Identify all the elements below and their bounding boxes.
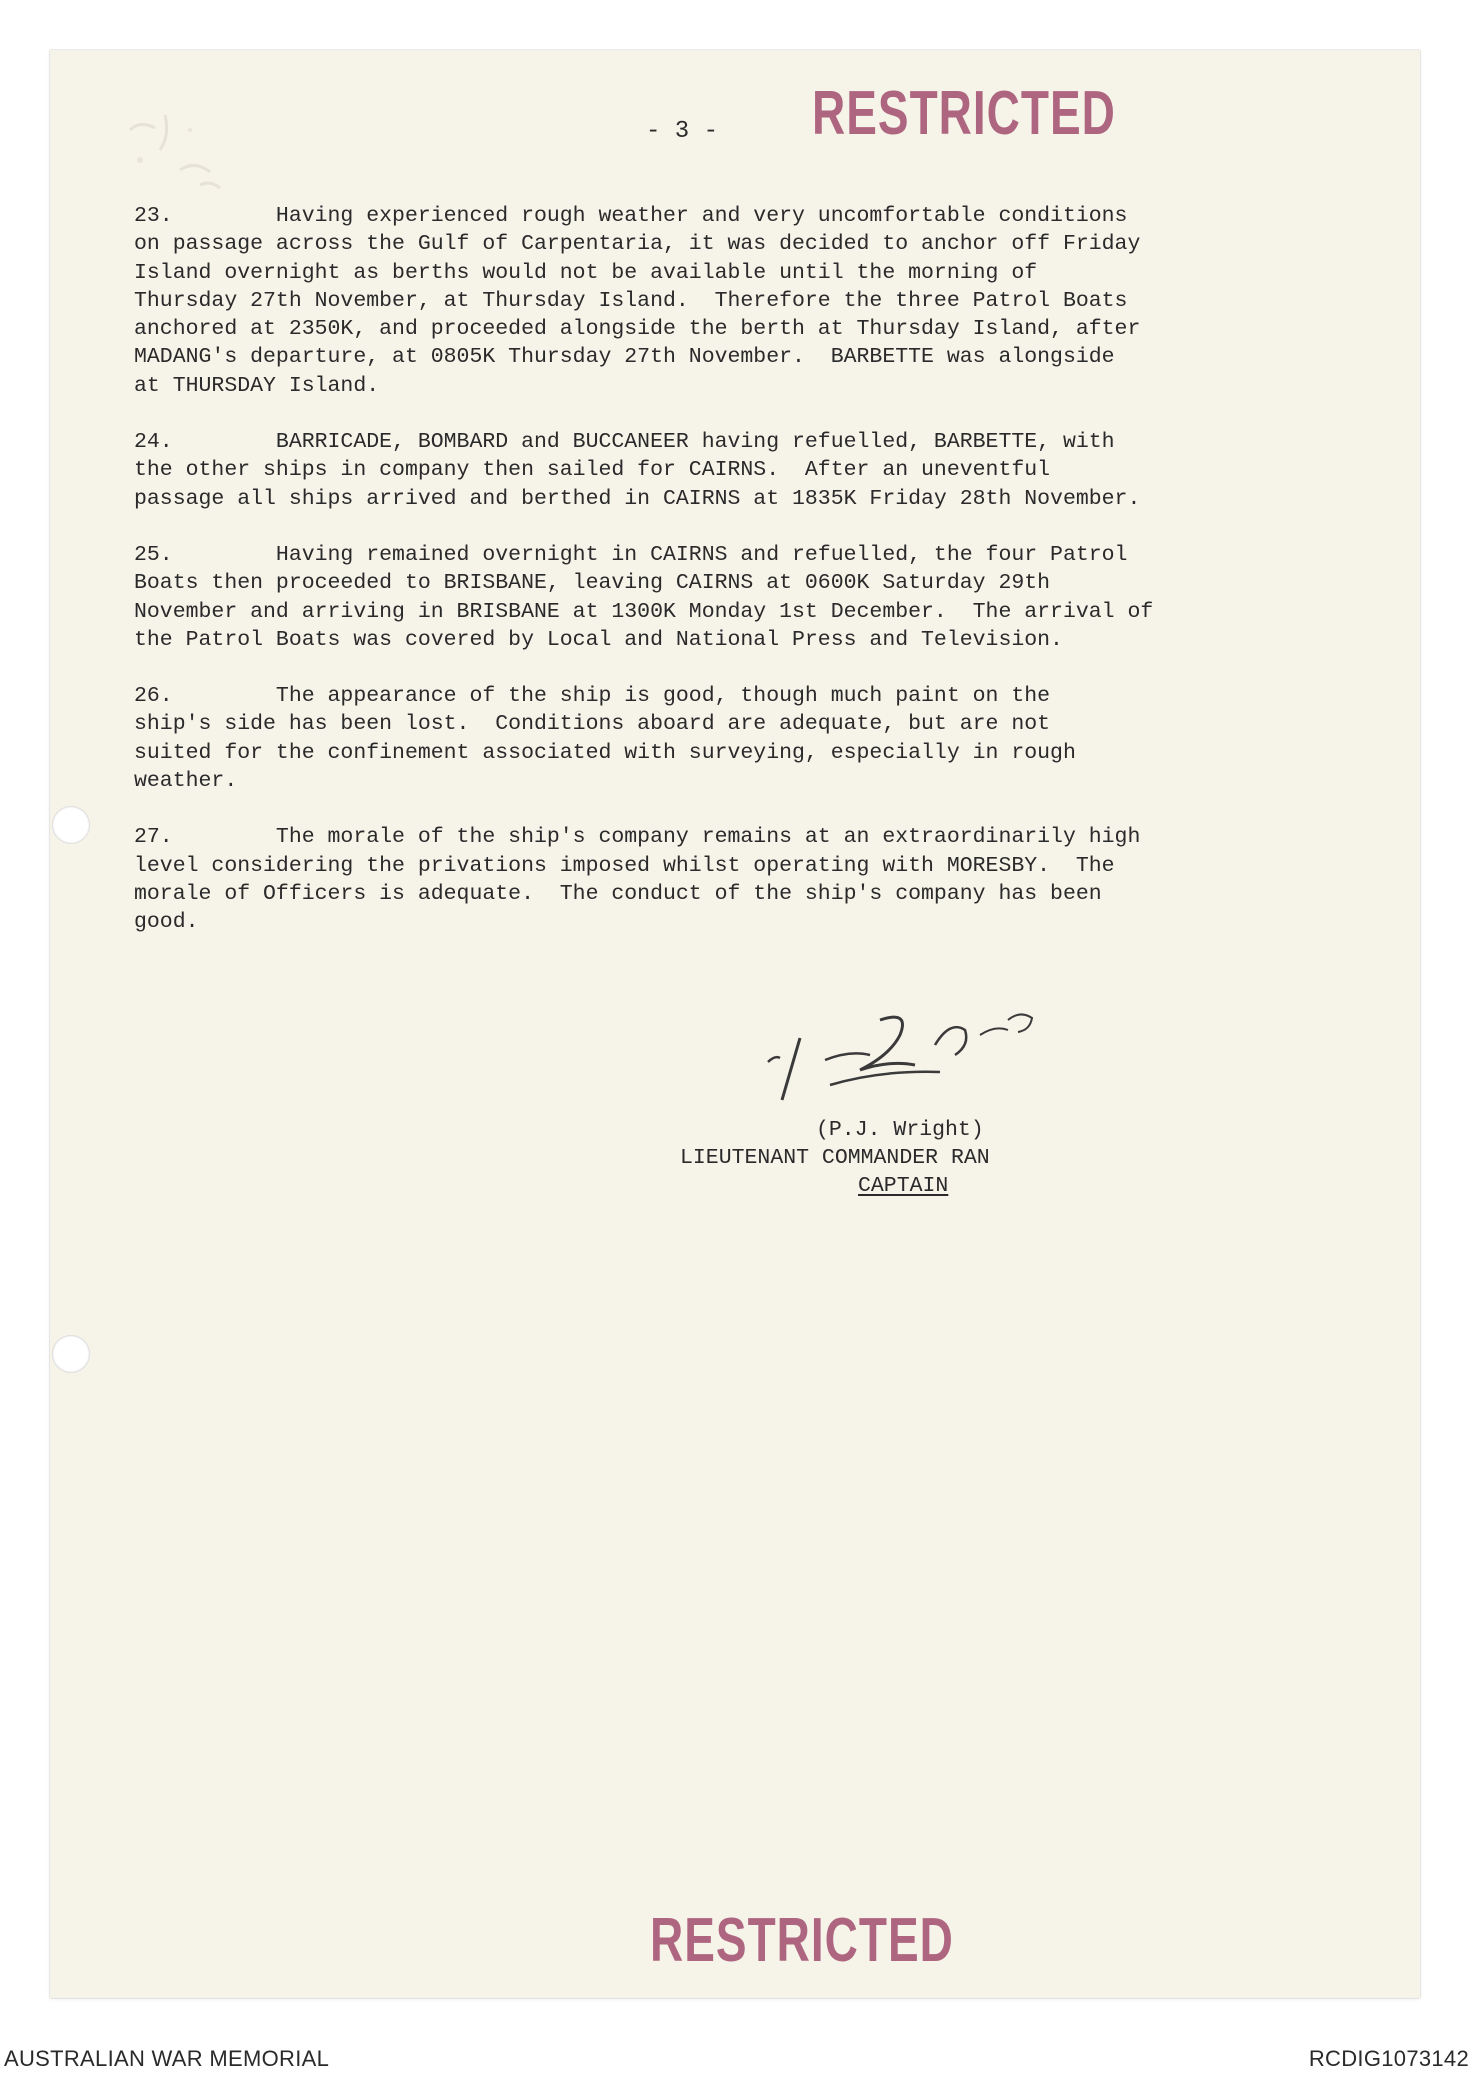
text-line: anchored at 2350K, and proceeded alongside the berth at Thursday Island, after: [134, 317, 1141, 342]
signatory-name: (P.J. Wright): [816, 1118, 984, 1142]
text-line: good.: [134, 910, 199, 935]
text-line: Island overnight as berths would not be available until the morning of: [134, 260, 1038, 285]
signatory-title: CAPTAIN: [858, 1174, 949, 1198]
signature-block: [680, 1000, 1200, 1200]
restricted-stamp-bottom: RESTRICTED: [650, 1904, 954, 1975]
text-line: at THURSDAY Island.: [134, 373, 380, 398]
paragraph-23: [134, 202, 1284, 400]
text-line: 25. Having remained overnight in CAIRNS and refuelled, the four Patrol: [134, 542, 1128, 567]
text-line: 23. Having experienced rough weather and very uncomfortable conditions: [134, 204, 1128, 228]
text-line: level considering the privations imposed whilst operating with MORESBY. The: [134, 853, 1115, 878]
punch-hole-icon: [52, 1335, 90, 1373]
paragraph-24: [134, 428, 1284, 513]
embossed-mark-icon: [110, 90, 250, 200]
punch-hole-icon: [52, 806, 90, 844]
text-line: MADANG's departure, at 0805K Thursday 27th November. BARBETTE was alongside: [134, 345, 1115, 370]
paragraph-27: [134, 823, 1284, 936]
paragraph-26: [134, 682, 1284, 795]
text-line: on passage across the Gulf of Carpentaria, it was decided to anchor off Friday: [134, 232, 1141, 257]
text-line: 27. The morale of the ship's company remains at an extraordinarily high: [134, 825, 1141, 850]
text-line: the Patrol Boats was covered by Local and National Press and Television.: [134, 627, 1063, 652]
text-line: suited for the confinement associated with surveying, especially in rough: [134, 740, 1076, 765]
restricted-stamp-top: RESTRICTED: [812, 77, 1116, 148]
text-line: morale of Officers is adequate. The conduct of the ship's company has been: [134, 881, 1102, 906]
text-line: 24. BARRICADE, BOMBARD and BUCCANEER having refuelled, BARBETTE, with: [134, 430, 1115, 455]
page-number: - 3 -: [646, 118, 719, 145]
text-line: Boats then proceeded to BRISBANE, leaving CAIRNS at 0600K Saturday 29th: [134, 571, 1051, 596]
paragraph-25: [134, 541, 1284, 654]
footer-reference-id: RCDIG1073142: [1308, 2046, 1469, 2071]
text-line: the other ships in company then sailed for CAIRNS. After an uneventful: [134, 458, 1051, 483]
text-line: 26. The appearance of the ship is good, though much paint on the: [134, 684, 1051, 709]
text-line: November and arriving in BRISBANE at 1300K Monday 1st December. The arrival of: [134, 599, 1154, 624]
text-line: Thursday 27th November, at Thursday Island. Therefore the three Patrol Boats: [134, 288, 1128, 313]
text-line: passage all ships arrived and berthed in CAIRNS at 1835K Friday 28th November.: [134, 486, 1141, 511]
document-page: [50, 50, 1420, 1998]
handwritten-signature-icon: [740, 1000, 1070, 1110]
footer-source: AUSTRALIAN WAR MEMORIAL: [4, 2046, 330, 2071]
document-body: [134, 202, 1284, 965]
text-line: weather.: [134, 769, 238, 794]
signatory-rank: LIEUTENANT COMMANDER RAN: [680, 1146, 990, 1170]
text-line: ship's side has been lost. Conditions aboard are adequate, but are not: [134, 712, 1051, 737]
